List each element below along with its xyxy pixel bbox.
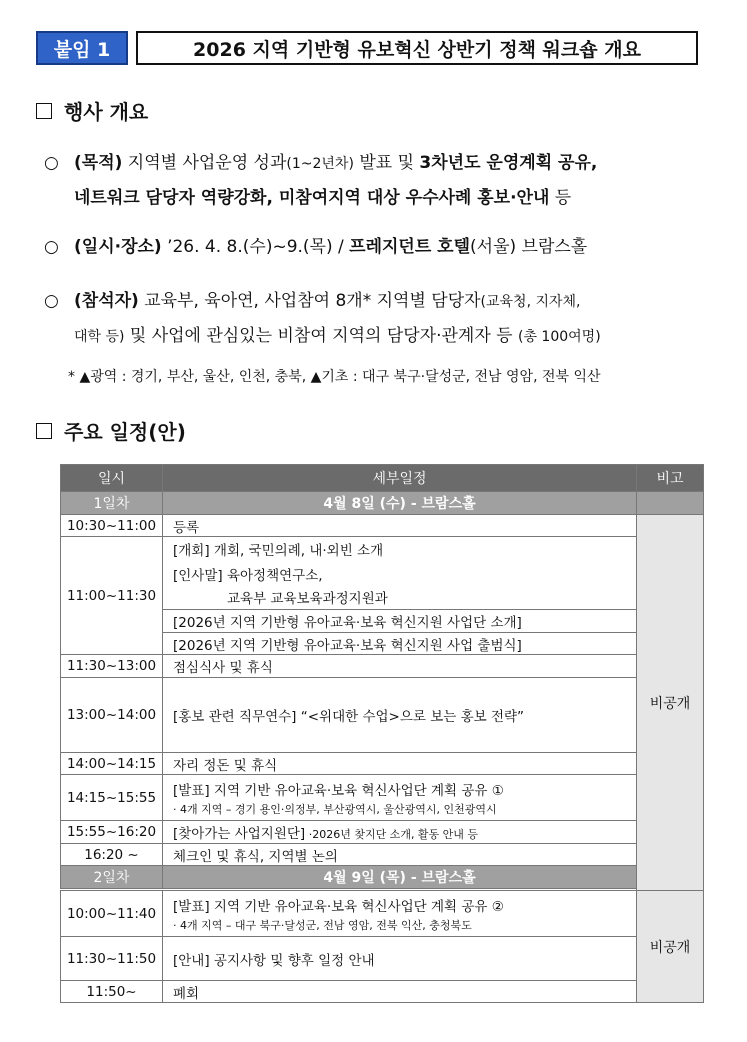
circle-bullet-icon: ○ [44,237,59,257]
detail-cell: [홍보 관련 직무연수] “<위대한 수업>으로 보는 홍보 전략” [163,678,637,753]
table-row [61,981,704,1003]
table-row [61,678,704,753]
remark-cell: 비공개 [637,891,704,1003]
participating-regions-note: * ▲광역 : 경기, 부산, 울산, 인천, 충북, ▲기초 : 대구 북구·달성군, 전남 영암, 전북 익산 [68,369,601,385]
section-overview-heading [36,96,148,125]
day-title: 4월 8일 (수) - 브람스홀 [163,492,637,515]
time-cell: 11:30~13:00 [61,655,163,678]
detail-cell: 폐회 [163,981,637,1003]
detail-cell: [개회] 개회, 국민의례, 내·외빈 소개 [인사말] 육아정책연구소, 교육부 교육보육과정지원과 [163,537,637,610]
remark-cell: 비공개 [637,515,704,891]
detail-cell: [2026년 지역 기반형 유아교육·보육 혁신지원 사업 출범식] [163,633,637,655]
detail-cell: 등록 [163,515,637,537]
overview-item-attendees: ○ (참석자) 교육부, 육아연, 사업참여 8개* 지역별 담당자(교육청, 지자체, 대학 등) 및 사업에 관심있는 비참여 지역의 담당자·관계자 등 (총 100여명) [44,284,704,354]
time-cell: 14:15~15:55 [61,775,163,821]
column-header: 일시 [61,465,163,492]
detail-cell: [안내] 공지사항 및 향후 일정 안내 [163,937,637,981]
table-row [61,844,704,866]
day-title: 4월 9일 (목) - 브람스홀 [163,866,637,889]
day-label: 1일차 [61,492,163,515]
section-title: 주요 일정(안) [64,420,186,444]
day-row [61,492,704,515]
circle-bullet-icon: ○ [44,291,59,311]
time-cell: 11:00~11:30 [61,537,163,655]
column-header: 비고 [637,465,704,492]
time-cell: 13:00~14:00 [61,678,163,753]
document-header [36,31,698,65]
time-cell: 16:20 ~ [61,844,163,866]
table-row [61,655,704,678]
overview-item-purpose: ○ (목적) 지역별 사업운영 성과(1~2년차) 발표 및 3차년도 운영계획 공유, 네트워크 담당자 역량강화, 미참여지역 대상 우수사례 홍보·안내 등 [44,146,704,215]
time-cell: 10:00~11:40 [61,891,163,937]
attachment-tag: 붙임 1 [36,31,128,65]
table-row [61,937,704,981]
time-cell: 15:55~16:20 [61,821,163,844]
detail-cell: [발표] 지역 기반 유아교육·보육 혁신사업단 계획 공유 ① · 4개 지역 – 경기 용인·의정부, 부산광역시, 울산광역시, 인천광역시 [163,775,637,821]
time-cell: 10:30~11:00 [61,515,163,537]
detail-cell: 점심식사 및 휴식 [163,655,637,678]
table-row [61,821,704,844]
detail-cell: [2026년 지역 기반형 유아교육·보육 혁신지원 사업단 소개] [163,610,637,633]
circle-bullet-icon: ○ [44,153,59,173]
column-header: 세부일정 [163,465,637,492]
square-bullet-icon [36,103,52,119]
overview-item-schedule: ○ (일시·장소) ’26. 4. 8.(수)~9.(목) / 프레지던트 호텔(서울) 브람스홀 [44,230,704,264]
detail-cell: [발표] 지역 기반 유아교육·보육 혁신사업단 계획 공유 ② · 4개 지역 – 대구 북구·달성군, 전남 영암, 전북 익산, 충청북도 [163,891,637,937]
time-cell: 11:30~11:50 [61,937,163,981]
day-label: 2일차 [61,866,163,889]
detail-cell: 자리 정돈 및 휴식 [163,753,637,775]
table-row [61,891,704,937]
detail-cell: 체크인 및 휴식, 지역별 논의 [163,844,637,866]
section-schedule-heading [36,416,186,445]
schedule-table [60,464,704,1003]
table-header-row [61,465,704,492]
day-row [61,866,704,889]
document-title: 2026 지역 기반형 유보혁신 상반기 정책 워크숍 개요 [136,31,698,65]
table-row [61,753,704,775]
table-row [61,775,704,821]
square-bullet-icon [36,423,52,439]
table-row [61,515,704,537]
time-cell: 14:00~14:15 [61,753,163,775]
section-title: 행사 개요 [64,100,149,124]
table-row [61,537,704,610]
detail-cell: [찾아가는 사업지원단] ·2026년 찾지단 소개, 활동 안내 등 [163,821,637,844]
time-cell: 11:50~ [61,981,163,1003]
